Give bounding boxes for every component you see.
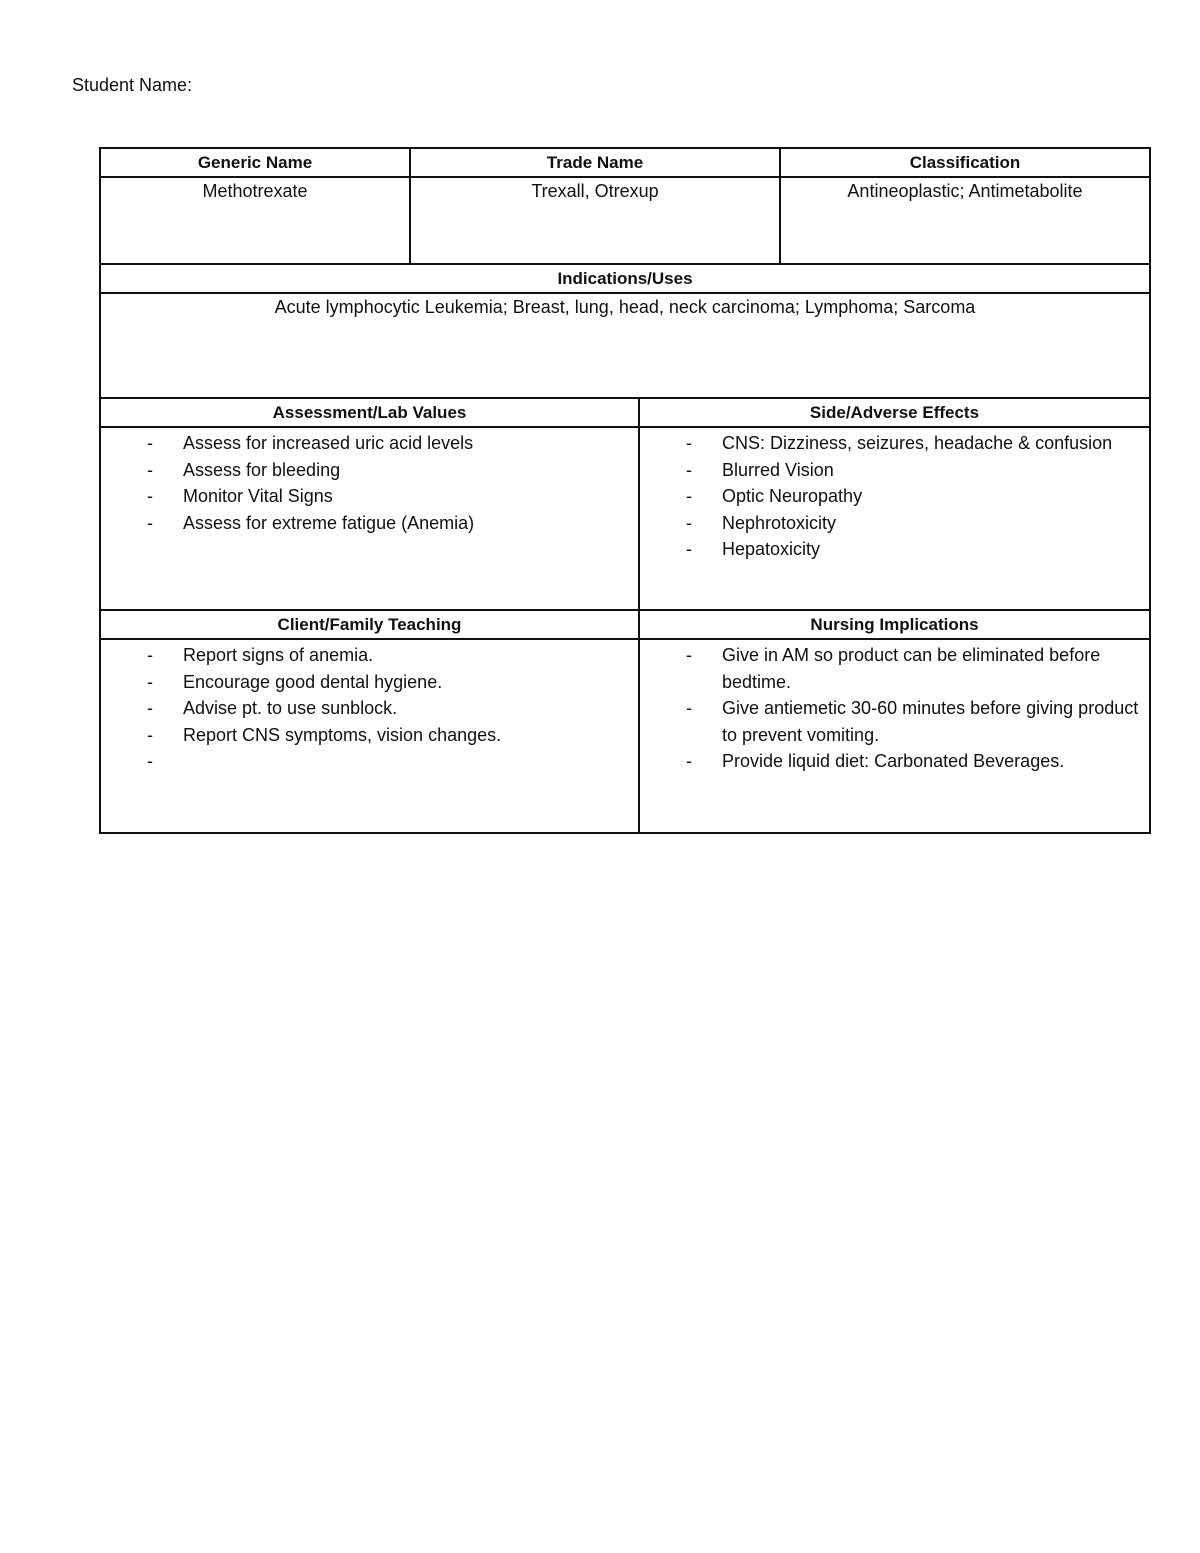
dash-bullet: - bbox=[686, 512, 692, 533]
drug-card-table bbox=[99, 147, 1151, 834]
list-item bbox=[101, 642, 638, 669]
teaching-cell bbox=[101, 640, 640, 832]
indications-header-row bbox=[101, 265, 1149, 294]
nursing-cell bbox=[640, 640, 1149, 832]
list-item-text: Assess for extreme fatigue (Anemia) bbox=[183, 512, 475, 533]
list-item-text: Optic Neuropathy bbox=[722, 486, 863, 506]
list-item bbox=[101, 695, 638, 722]
trade-name-header: Trade Name bbox=[411, 149, 781, 176]
list-item bbox=[640, 430, 1149, 457]
indications-text: Acute lymphocytic Leukemia; Breast, lung, head, neck carcinoma; Lymphoma; Sarcoma bbox=[274, 297, 976, 317]
nursing-list bbox=[640, 640, 1149, 775]
dash-bullet: - bbox=[147, 645, 153, 665]
drug-header-row bbox=[101, 149, 1149, 178]
dash-bullet: - bbox=[686, 459, 692, 480]
assessment-list bbox=[101, 428, 638, 536]
indications-header: Indications/Uses bbox=[557, 269, 693, 288]
dash-bullet: - bbox=[686, 433, 692, 453]
list-item-text: CNS: Dizziness, seizures, headache & confusion bbox=[722, 433, 1113, 453]
list-item bbox=[101, 669, 638, 696]
side-effects-cell bbox=[640, 428, 1149, 609]
dash-bullet: - bbox=[147, 512, 153, 533]
dash-bullet: - bbox=[147, 698, 153, 718]
dash-bullet: - bbox=[686, 751, 692, 771]
list-item-text: Give antiemetic 30-60 minutes before giving product to prevent vomiting. bbox=[722, 698, 1139, 745]
dash-bullet: - bbox=[147, 433, 153, 453]
list-item bbox=[101, 510, 638, 537]
generic-name-header: Generic Name bbox=[101, 149, 411, 176]
list-item bbox=[101, 483, 638, 510]
list-item bbox=[640, 748, 1149, 775]
dash-bullet: - bbox=[686, 645, 692, 665]
classification-header: Classification bbox=[909, 153, 1021, 172]
teaching-nursing-header-row bbox=[101, 611, 1149, 640]
list-item bbox=[640, 483, 1149, 510]
side-effects-header: Side/Adverse Effects bbox=[809, 403, 980, 422]
list-item-text: Assess for bleeding bbox=[183, 459, 341, 480]
list-item bbox=[101, 457, 638, 484]
dash-bullet: - bbox=[686, 539, 692, 559]
list-item-text: Nephrotoxicity bbox=[722, 512, 837, 533]
list-item-text: Encourage good dental hygiene. bbox=[183, 671, 443, 692]
dash-bullet: - bbox=[147, 751, 153, 771]
teaching-nursing-row bbox=[101, 640, 1149, 832]
dash-bullet: - bbox=[147, 724, 153, 745]
list-item-text: Blurred Vision bbox=[722, 459, 834, 480]
classification-value: Antineoplastic; Antimetabolite bbox=[847, 181, 1083, 201]
assessment-header: Assessment/Lab Values bbox=[101, 399, 640, 426]
list-item bbox=[101, 430, 638, 457]
list-item-text: Provide liquid diet: Carbonated Beverages. bbox=[722, 751, 1065, 771]
assessment-cell bbox=[101, 428, 640, 609]
dash-bullet: - bbox=[147, 486, 153, 506]
assessment-side-effects-header-row bbox=[101, 399, 1149, 428]
drug-values-row bbox=[101, 178, 1149, 265]
list-item-text: Report signs of anemia. bbox=[183, 645, 374, 665]
dash-bullet: - bbox=[147, 459, 153, 480]
dash-bullet: - bbox=[686, 486, 692, 506]
side-effects-list bbox=[640, 428, 1149, 563]
teaching-header: Client/Family Teaching bbox=[101, 611, 640, 638]
list-item bbox=[640, 510, 1149, 537]
student-name-label: Student Name: bbox=[72, 75, 193, 95]
list-item-text: Report CNS symptoms, vision changes. bbox=[183, 724, 502, 745]
dash-bullet: - bbox=[686, 698, 692, 718]
dash-bullet: - bbox=[147, 671, 153, 692]
indications-row bbox=[101, 294, 1149, 399]
teaching-list bbox=[101, 640, 638, 771]
list-item bbox=[640, 695, 1149, 748]
list-item bbox=[640, 642, 1149, 695]
list-item-text: Assess for increased uric acid levels bbox=[183, 433, 474, 453]
list-item-text: Give in AM so product can be eliminated before bedtime. bbox=[722, 645, 1101, 692]
list-item-text: Monitor Vital Signs bbox=[183, 486, 333, 506]
generic-name-value: Methotrexate bbox=[101, 178, 411, 263]
list-item-text: Advise pt. to use sunblock. bbox=[183, 698, 398, 718]
list-item bbox=[640, 536, 1149, 563]
nursing-header: Nursing Implications bbox=[810, 615, 979, 634]
list-item bbox=[640, 457, 1149, 484]
assessment-side-effects-row bbox=[101, 428, 1149, 611]
list-item-text: Hepatoxicity bbox=[722, 539, 821, 559]
trade-name-value: Trexall, Otrexup bbox=[411, 178, 781, 263]
list-item bbox=[101, 722, 638, 749]
